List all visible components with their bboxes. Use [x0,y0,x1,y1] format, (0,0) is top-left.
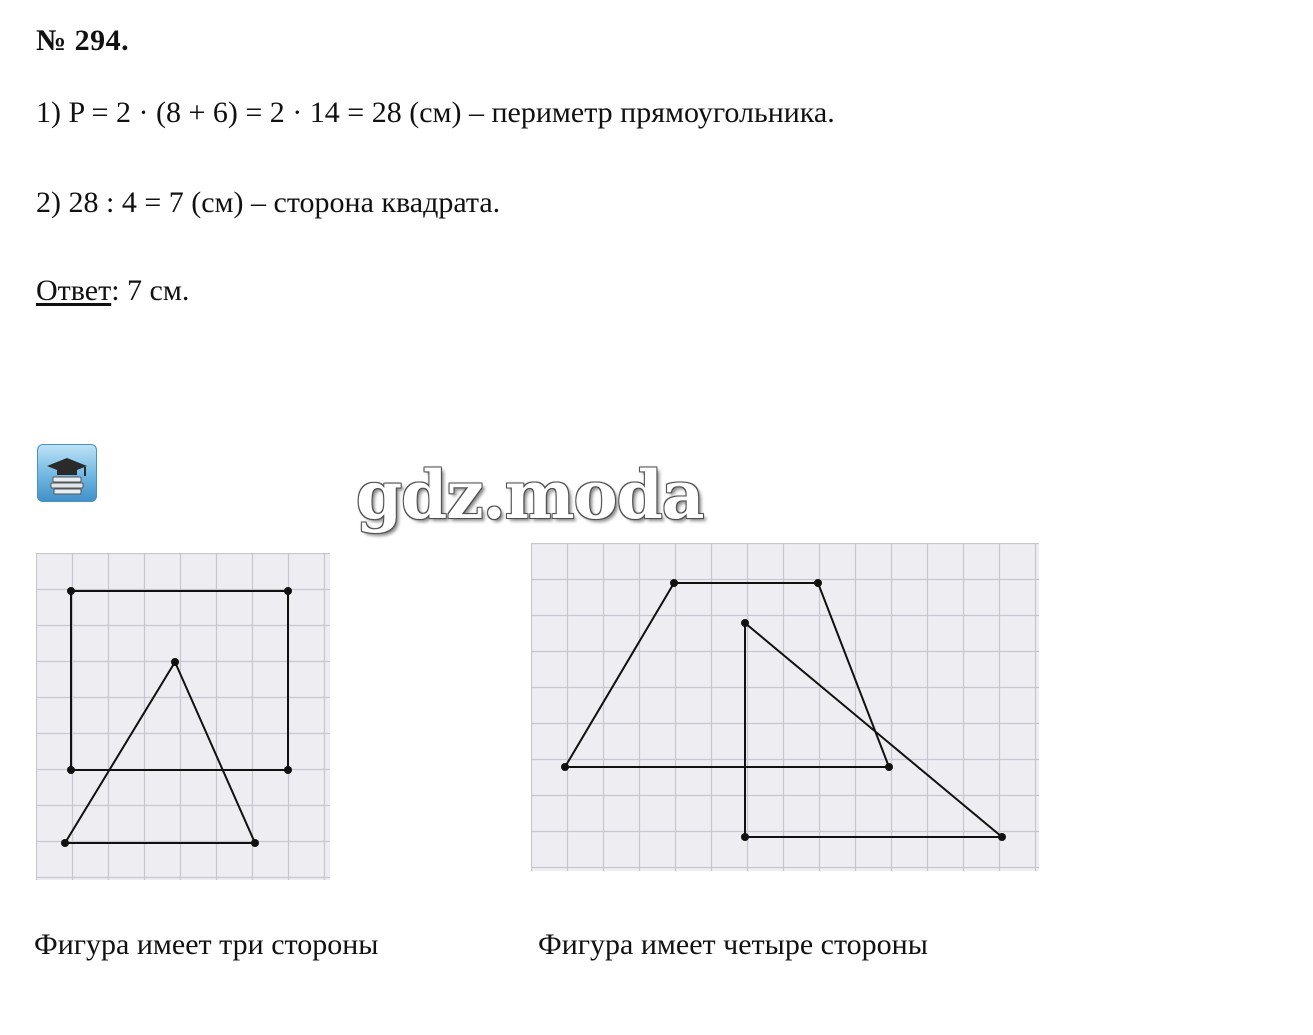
answer-value: : 7 см. [111,274,190,307]
square-shape [71,591,288,770]
figure-2-grid [531,543,1039,871]
solution-step-1: 1) P = 2 · (8 + 6) = 2 · 14 = 28 (см) – периметр прямоугольника. [36,96,835,129]
trapezoid-shape [565,583,889,767]
watermark-logo: gdz.moda [356,456,704,534]
answer-label: Ответ [36,274,112,307]
figure-1-grid [36,553,330,880]
figure-2-caption: Фигура имеет четыре стороны [538,928,928,961]
problem-number: № 294. [36,24,130,57]
graduation-cap-books-icon [37,444,97,502]
figure-1-caption: Фигура имеет три стороны [34,928,379,961]
solution-step-2: 2) 28 : 4 = 7 (см) – сторона квадрата. [36,186,501,219]
triangle-shape [65,662,255,843]
answer-line [36,274,189,308]
